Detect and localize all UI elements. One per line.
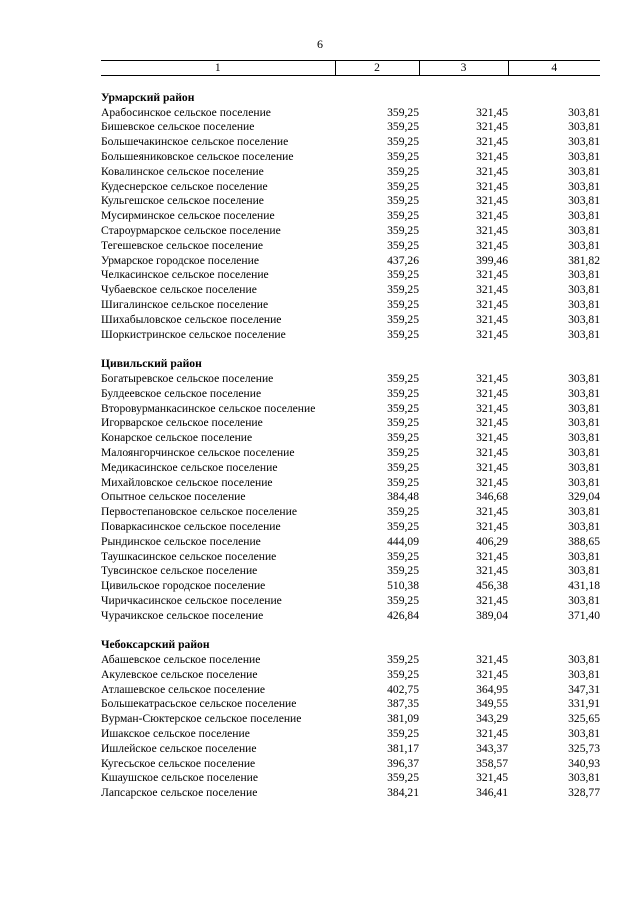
value-col-4: 303,81 (568, 653, 600, 667)
table-row (101, 283, 600, 298)
settlement-name: Большечакинское сельское поселение (101, 135, 289, 149)
value-col-3: 321,45 (476, 401, 508, 415)
value-col-3: 321,45 (476, 371, 508, 385)
table-row (101, 165, 600, 180)
value-col-2: 359,25 (387, 312, 419, 326)
value-col-2: 396,37 (387, 756, 419, 770)
value-col-3: 321,45 (476, 593, 508, 607)
table-row (101, 476, 600, 491)
table-row (101, 520, 600, 535)
value-col-4: 371,40 (568, 608, 600, 622)
value-col-2: 359,25 (387, 460, 419, 474)
settlement-name: Кудеснерское сельское поселение (101, 179, 268, 193)
value-col-2: 359,25 (387, 105, 419, 119)
table-row (101, 135, 600, 150)
settlement-name: Второвурманкасинское сельское поселение (101, 401, 316, 415)
value-col-2: 359,25 (387, 564, 419, 578)
value-col-3: 321,45 (476, 505, 508, 519)
settlement-name: Медикасинское сельское поселение (101, 460, 278, 474)
page-number: 6 (317, 37, 323, 51)
value-col-2: 444,09 (387, 534, 419, 548)
value-col-2: 437,26 (387, 253, 419, 267)
table-row (101, 150, 600, 165)
value-col-3: 358,57 (476, 756, 508, 770)
value-col-2: 359,25 (387, 401, 419, 415)
settlement-name: Кульгешское сельское поселение (101, 194, 264, 208)
value-col-3: 456,38 (476, 579, 508, 593)
value-col-2: 359,25 (387, 653, 419, 667)
value-col-2: 359,25 (387, 371, 419, 385)
value-col-4: 347,31 (568, 682, 600, 696)
value-col-3: 343,37 (476, 741, 508, 755)
table-row (101, 402, 600, 417)
value-col-4: 325,65 (568, 712, 600, 726)
settlement-name: Чурачикское сельское поселение (101, 608, 264, 622)
table-row (101, 757, 600, 772)
table-body (101, 76, 600, 802)
value-col-3: 321,45 (476, 223, 508, 237)
value-col-2: 359,25 (387, 135, 419, 149)
value-col-4: 303,81 (568, 194, 600, 208)
district-heading-row (101, 357, 600, 372)
table-row (101, 194, 600, 209)
value-col-2: 384,21 (387, 786, 419, 800)
settlement-name: Шихабыловское сельское поселение (101, 312, 282, 326)
value-col-4: 329,04 (568, 490, 600, 504)
settlement-name: Арабосинское сельское поселение (101, 105, 271, 119)
value-col-2: 510,38 (387, 579, 419, 593)
settlement-name: Малоянгорчинское сельское поселение (101, 445, 295, 459)
value-col-4: 303,81 (568, 505, 600, 519)
value-col-4: 303,81 (568, 386, 600, 400)
settlement-name: Абашевское сельское поселение (101, 653, 261, 667)
value-col-4: 303,81 (568, 135, 600, 149)
settlement-name: Мусирминское сельское поселение (101, 209, 275, 223)
settlement-name: Большекатрасьское сельское поселение (101, 697, 297, 711)
section-spacer (101, 342, 600, 357)
settlement-name: Игорварское сельское поселение (101, 416, 263, 430)
value-col-3: 389,04 (476, 608, 508, 622)
value-col-2: 359,25 (387, 667, 419, 681)
table-row (101, 254, 600, 269)
table-row (101, 727, 600, 742)
value-col-2: 359,25 (387, 431, 419, 445)
value-col-2: 381,09 (387, 712, 419, 726)
settlement-name: Кугесьское сельское поселение (101, 756, 256, 770)
settlement-name: Рындинское сельское поселение (101, 534, 261, 548)
value-col-4: 381,82 (568, 253, 600, 267)
value-col-2: 359,25 (387, 268, 419, 282)
value-col-3: 321,45 (476, 297, 508, 311)
section-spacer (101, 623, 600, 638)
value-col-4: 325,73 (568, 741, 600, 755)
value-col-3: 321,45 (476, 475, 508, 489)
value-col-3: 321,45 (476, 120, 508, 134)
value-col-3: 321,45 (476, 209, 508, 223)
settlement-name: Ишакское сельское поселение (101, 727, 250, 741)
value-col-4: 303,81 (568, 223, 600, 237)
value-col-4: 303,81 (568, 401, 600, 415)
settlement-name: Первостепановское сельское поселение (101, 505, 297, 519)
settlement-name: Шигалинское сельское поселение (101, 297, 269, 311)
value-col-3: 321,45 (476, 268, 508, 282)
value-col-4: 303,81 (568, 771, 600, 785)
value-col-4: 303,81 (568, 149, 600, 163)
value-col-3: 321,45 (476, 327, 508, 341)
value-col-3: 321,45 (476, 164, 508, 178)
settlement-name: Поваркасинское сельское поселение (101, 519, 281, 533)
value-col-4: 303,81 (568, 297, 600, 311)
settlement-name: Конарское сельское поселение (101, 431, 253, 445)
settlement-name: Булдеевское сельское поселение (101, 386, 262, 400)
value-col-4: 431,18 (568, 579, 600, 593)
value-col-4: 303,81 (568, 120, 600, 134)
table-row (101, 120, 600, 135)
table-row (101, 224, 600, 239)
settlement-name: Челкасинское сельское поселение (101, 268, 269, 282)
value-col-2: 359,25 (387, 327, 419, 341)
table-row (101, 771, 600, 786)
value-col-4: 303,81 (568, 460, 600, 474)
value-col-4: 303,81 (568, 727, 600, 741)
table-row (101, 668, 600, 683)
value-col-3: 399,46 (476, 253, 508, 267)
district-title: Урмарский район (101, 90, 195, 104)
value-col-4: 303,81 (568, 164, 600, 178)
value-col-4: 328,77 (568, 786, 600, 800)
value-col-3: 321,45 (476, 149, 508, 163)
value-col-2: 359,25 (387, 386, 419, 400)
settlement-name: Вурман-Сюктерское сельское поселение (101, 712, 302, 726)
settlement-name: Богатыревское сельское поселение (101, 371, 274, 385)
value-col-2: 381,17 (387, 741, 419, 755)
settlement-name: Акулевское сельское поселение (101, 667, 258, 681)
column-header-4: 4 (508, 61, 600, 76)
value-col-3: 321,45 (476, 416, 508, 430)
table-row (101, 609, 600, 624)
value-col-2: 359,25 (387, 164, 419, 178)
value-col-2: 384,48 (387, 490, 419, 504)
value-col-4: 331,91 (568, 697, 600, 711)
settlement-name: Цивильское городское поселение (101, 579, 266, 593)
settlement-name: Тегешевское сельское поселение (101, 238, 264, 252)
value-col-4: 303,81 (568, 312, 600, 326)
value-col-4: 303,81 (568, 431, 600, 445)
value-col-2: 426,84 (387, 608, 419, 622)
settlement-name: Михайловское сельское поселение (101, 475, 273, 489)
value-col-4: 303,81 (568, 549, 600, 563)
value-col-3: 321,45 (476, 667, 508, 681)
value-col-2: 402,75 (387, 682, 419, 696)
value-col-4: 303,81 (568, 209, 600, 223)
value-col-4: 388,65 (568, 534, 600, 548)
table-row (101, 697, 600, 712)
table-row (101, 106, 600, 121)
table-row (101, 416, 600, 431)
value-col-4: 303,81 (568, 475, 600, 489)
value-col-3: 321,45 (476, 445, 508, 459)
district-title: Цивильский район (101, 357, 202, 371)
table-row (101, 564, 600, 579)
settlement-name: Опытное сельское поселение (101, 490, 246, 504)
value-col-3: 321,45 (476, 238, 508, 252)
table-row (101, 298, 600, 313)
value-col-3: 321,45 (476, 179, 508, 193)
value-col-4: 303,81 (568, 593, 600, 607)
value-col-2: 359,25 (387, 549, 419, 563)
table-row (101, 786, 600, 801)
table-row (101, 446, 600, 461)
value-col-2: 359,25 (387, 727, 419, 741)
value-col-3: 346,41 (476, 786, 508, 800)
table-row (101, 461, 600, 476)
district-heading-row (101, 91, 600, 106)
value-col-3: 321,45 (476, 727, 508, 741)
value-col-3: 349,55 (476, 697, 508, 711)
value-col-2: 359,25 (387, 771, 419, 785)
table-row (101, 239, 600, 254)
table-row (101, 490, 600, 505)
table-row (101, 505, 600, 520)
value-col-2: 359,25 (387, 505, 419, 519)
settlement-name: Атлашевское сельское поселение (101, 682, 266, 696)
value-col-4: 303,81 (568, 445, 600, 459)
settlement-name: Таушкасинское сельское поселение (101, 549, 277, 563)
value-col-4: 303,81 (568, 283, 600, 297)
value-col-3: 321,45 (476, 135, 508, 149)
tariff-table (101, 60, 600, 801)
table-row (101, 313, 600, 328)
table-row (101, 579, 600, 594)
value-col-3: 321,45 (476, 194, 508, 208)
table-row (101, 535, 600, 550)
value-col-4: 303,81 (568, 519, 600, 533)
value-col-3: 321,45 (476, 283, 508, 297)
table-row (101, 372, 600, 387)
settlement-name: Бишевское сельское поселение (101, 120, 255, 134)
table-row (101, 268, 600, 283)
value-col-4: 303,81 (568, 416, 600, 430)
value-col-4: 303,81 (568, 105, 600, 119)
value-col-4: 303,81 (568, 179, 600, 193)
table-row (101, 653, 600, 668)
value-col-3: 321,45 (476, 549, 508, 563)
table-row (101, 180, 600, 195)
value-col-2: 359,25 (387, 179, 419, 193)
district-title: Чебоксарский район (101, 638, 210, 652)
settlement-name: Лапсарское сельское поселение (101, 786, 258, 800)
settlement-name: Ковалинское сельское поселение (101, 164, 264, 178)
value-col-4: 303,81 (568, 371, 600, 385)
column-header-1: 1 (101, 61, 335, 76)
table-row (101, 712, 600, 727)
table-row (101, 594, 600, 609)
value-col-2: 359,25 (387, 445, 419, 459)
value-col-2: 387,35 (387, 697, 419, 711)
value-col-3: 321,45 (476, 771, 508, 785)
value-col-4: 303,81 (568, 268, 600, 282)
value-col-4: 303,81 (568, 327, 600, 341)
settlement-name: Кшаушское сельское поселение (101, 771, 259, 785)
value-col-2: 359,25 (387, 194, 419, 208)
value-col-2: 359,25 (387, 238, 419, 252)
value-col-3: 406,29 (476, 534, 508, 548)
value-col-4: 303,81 (568, 667, 600, 681)
value-col-3: 321,45 (476, 519, 508, 533)
value-col-3: 321,45 (476, 312, 508, 326)
value-col-2: 359,25 (387, 593, 419, 607)
value-col-3: 346,68 (476, 490, 508, 504)
value-col-2: 359,25 (387, 475, 419, 489)
value-col-2: 359,25 (387, 283, 419, 297)
table-row (101, 550, 600, 565)
value-col-2: 359,25 (387, 519, 419, 533)
table-row (101, 742, 600, 757)
settlement-name: Ишлейское сельское поселение (101, 741, 257, 755)
value-col-3: 321,45 (476, 653, 508, 667)
value-col-3: 321,45 (476, 386, 508, 400)
value-col-2: 359,25 (387, 223, 419, 237)
column-header-3: 3 (419, 61, 508, 76)
value-col-3: 321,45 (476, 105, 508, 119)
settlement-name: Тувсинское сельское поселение (101, 564, 258, 578)
table-row (101, 209, 600, 224)
value-col-2: 359,25 (387, 149, 419, 163)
table-row (101, 683, 600, 698)
section-spacer (101, 76, 600, 91)
value-col-4: 340,93 (568, 756, 600, 770)
district-heading-row (101, 638, 600, 653)
table-row (101, 328, 600, 343)
value-col-3: 321,45 (476, 460, 508, 474)
table-row (101, 431, 600, 446)
value-col-2: 359,25 (387, 209, 419, 223)
settlement-name: Чиричкасинское сельское поселение (101, 593, 282, 607)
value-col-3: 343,29 (476, 712, 508, 726)
settlement-name: Староурмарское сельское поселение (101, 223, 281, 237)
table-row (101, 387, 600, 402)
value-col-3: 364,95 (476, 682, 508, 696)
settlement-name: Чубаевское сельское поселение (101, 283, 257, 297)
column-header-2: 2 (335, 61, 419, 76)
settlement-name: Большеяниковское сельское поселение (101, 149, 294, 163)
value-col-2: 359,25 (387, 297, 419, 311)
settlement-name: Шоркистринское сельское поселение (101, 327, 286, 341)
value-col-4: 303,81 (568, 238, 600, 252)
value-col-4: 303,81 (568, 564, 600, 578)
value-col-3: 321,45 (476, 431, 508, 445)
value-col-3: 321,45 (476, 564, 508, 578)
settlement-name: Урмарское городское поселение (101, 253, 259, 267)
value-col-2: 359,25 (387, 416, 419, 430)
table-header (101, 61, 600, 76)
value-col-2: 359,25 (387, 120, 419, 134)
